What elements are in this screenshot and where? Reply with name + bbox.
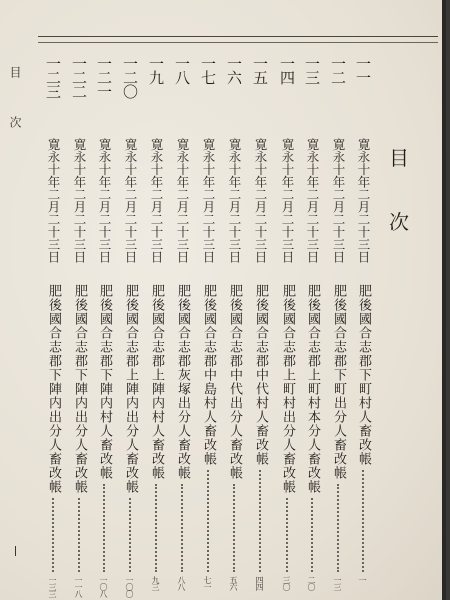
toc-entry-date: 寛永十年二月二十三日 xyxy=(97,138,112,263)
toc-entry-number: 一二 xyxy=(329,56,347,84)
toc-entry-date: 寛永十年二月二十三日 xyxy=(305,138,320,263)
toc-entry xyxy=(302,56,322,590)
toc-entry xyxy=(250,56,270,590)
toc-entry-number: 一三 xyxy=(303,56,321,84)
toc-entry xyxy=(94,56,114,597)
toc-entry xyxy=(328,56,348,590)
leader-dots xyxy=(337,484,341,572)
leader-dots xyxy=(129,498,133,572)
toc-entry-title: 肥後國合志郡上町村出分人畜改帳 xyxy=(280,284,295,494)
toc-entry-page: 三〇 xyxy=(282,576,291,590)
toc-entry-title: 肥後國合志郡下陣内出分人畜改帳 xyxy=(46,284,61,494)
toc-entry-title: 肥後國合志郡中島村人畜改帳 xyxy=(201,284,216,466)
toc-entry-page: 七一 xyxy=(203,576,212,590)
toc-entry-page: 一 xyxy=(358,576,367,583)
toc-entry-date: 寛永十年二月二十三日 xyxy=(227,138,242,263)
toc-entry-page: 四四 xyxy=(255,576,264,590)
page-edge-shadow xyxy=(442,0,446,600)
toc-entry-page: 一三 xyxy=(333,576,342,590)
toc-entry-number: 一九 xyxy=(147,56,165,84)
toc-entry-page: 一〇〇 xyxy=(125,576,134,597)
leader-dots xyxy=(181,484,185,572)
leader-dots xyxy=(286,498,290,572)
leader-dots xyxy=(311,498,315,572)
toc-entry-date: 寛永十年二月二十三日 xyxy=(253,138,268,263)
leader-dots xyxy=(155,484,159,572)
leader-dots xyxy=(78,498,82,572)
toc-entry-number: 一五 xyxy=(251,56,269,84)
toc-entry-number: 一二〇 xyxy=(121,56,139,98)
toc-entry-page: 九三 xyxy=(151,576,160,590)
toc-entry-number: 一二三 xyxy=(44,56,62,98)
toc-entry xyxy=(224,56,244,590)
toc-entry-number: 一一 xyxy=(354,56,372,84)
toc-entry-title: 肥後國合志郡下陣内村人畜改帳 xyxy=(97,284,112,480)
toc-entry-date: 寛永十年二月二十三日 xyxy=(331,138,346,263)
toc-entry-title: 肥後國合志郡下陣内出分人畜改帳 xyxy=(72,284,87,494)
leader-dots xyxy=(52,498,56,572)
toc-entry-date: 寛永十年二月二十三日 xyxy=(149,138,164,263)
toc-entry-number: 一二一 xyxy=(95,56,113,98)
leader-dots xyxy=(233,484,237,572)
toc-entry xyxy=(146,56,166,590)
leader-dots xyxy=(259,470,263,572)
leader-dots xyxy=(207,470,211,572)
top-rule xyxy=(38,36,438,37)
toc-entry-title: 肥後國合志郡下町村人畜改帳 xyxy=(356,284,371,466)
toc-entry-number: 一七 xyxy=(199,56,217,84)
toc-entry xyxy=(198,56,218,590)
toc-entry-title: 肥後國合志郡中代村人畜改帳 xyxy=(253,284,268,466)
toc-entry-title: 肥後國合志郡灰塚出分人畜改帳 xyxy=(175,284,190,480)
toc-entry-date: 寛永十年二月二十三日 xyxy=(46,138,61,263)
toc-entry-page: 一一八 xyxy=(74,576,83,597)
toc-entry-title: 肥後國合志郡上陣内出分人畜改帳 xyxy=(123,284,138,494)
toc-entry-date: 寛永十年二月二十三日 xyxy=(356,138,371,263)
toc-entry-date: 寛永十年二月二十三日 xyxy=(175,138,190,263)
toc-entry-title: 肥後國合志郡中代出分人畜改帳 xyxy=(227,284,242,480)
toc-entry-page: 五六 xyxy=(229,576,238,590)
toc-entry-page: 一〇八 xyxy=(99,576,108,597)
toc-entry-number: 一八 xyxy=(173,56,191,84)
toc-entry-number: 一二二 xyxy=(70,56,88,98)
toc-entry-date: 寛永十年二月二十三日 xyxy=(123,138,138,263)
toc-entry-number: 一四 xyxy=(278,56,296,84)
leader-dots xyxy=(103,484,107,572)
toc-entry xyxy=(43,56,63,597)
toc-entry-title: 肥後國合志郡上町村本分人畜改帳 xyxy=(305,284,320,494)
toc-entry-page: 八八 xyxy=(177,576,186,590)
title-char-1: 目 xyxy=(389,146,409,170)
toc-entry-number: 一六 xyxy=(225,56,243,84)
toc-entry xyxy=(120,56,140,597)
toc-entry-date: 寛永十年二月二十三日 xyxy=(280,138,295,263)
page-title xyxy=(382,148,416,268)
toc-entry-date: 寛永十年二月二十三日 xyxy=(201,138,216,263)
toc-entry-date: 寛永十年二月二十三日 xyxy=(72,138,87,263)
leader-dots xyxy=(362,470,366,572)
toc-entry xyxy=(69,56,89,597)
page-number-mark xyxy=(15,546,16,556)
toc-entry-page: 一三三 xyxy=(48,576,57,597)
toc-entry xyxy=(172,56,192,590)
running-head: 目 次 xyxy=(8,66,22,140)
toc-entry-page: 二〇 xyxy=(307,576,316,590)
toc-entry-title: 肥後國合志郡下町出分人畜改帳 xyxy=(331,284,346,480)
title-char-2: 次 xyxy=(389,210,409,234)
toc-entry-title: 肥後國合志郡上陣内村人畜改帳 xyxy=(149,284,164,480)
toc-entry xyxy=(353,56,373,583)
toc-entry xyxy=(277,56,297,590)
top-rule-secondary xyxy=(38,42,438,43)
